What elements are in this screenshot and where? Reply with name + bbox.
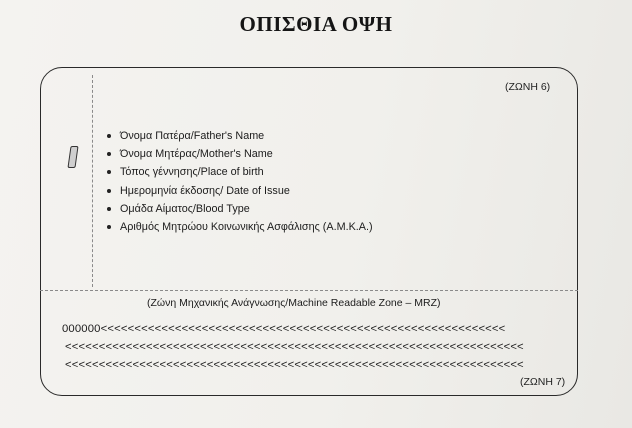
mrz-line-1: 000000<<<<<<<<<<<<<<<<<<<<<<<<<<<<<<<<<<<<<<<<<<<<<<<<<<<<<<<<<<<< <box>62 323 506 335</box>
mrz-title: (Ζώνη Μηχανικής Ανάγνωσης/Machine Readable Zone – MRZ) <box>147 297 441 309</box>
page-title: ΟΠΙΣΘΙΑ ΟΨΗ <box>239 12 393 36</box>
list-item <box>106 200 373 218</box>
horizontal-dashed-divider <box>40 290 578 291</box>
mrz-line-2: <<<<<<<<<<<<<<<<<<<<<<<<<<<<<<<<<<<<<<<<<<<<<<<<<<<<<<<<<<<<<<<<<<<< <box>65 341 524 353</box>
bullet-icon <box>107 152 111 156</box>
bullet-icon <box>107 170 111 174</box>
field-label-mothers-name: Όνομα Μητέρας/Mother's Name <box>120 148 273 161</box>
field-label-amka: Αριθμός Μητρώου Κοινωνικής Ασφάλισης (Α.Μ.Κ.Α.) <box>120 221 373 234</box>
list-item <box>106 127 373 145</box>
mrz-line-3: <<<<<<<<<<<<<<<<<<<<<<<<<<<<<<<<<<<<<<<<<<<<<<<<<<<<<<<<<<<<<<<<<<<< <box>65 359 524 371</box>
field-label-fathers-name: Όνομα Πατέρα/Father's Name <box>120 130 265 142</box>
bullet-icon <box>107 207 111 211</box>
field-label-place-of-birth: Τόπος γέννησης/Place of birth <box>120 166 264 179</box>
field-label-blood-type: Ομάδα Αίματος/Blood Type <box>120 202 250 215</box>
zone-7-label: (ΖΩΝΗ 7) <box>520 376 566 388</box>
bullet-icon <box>107 134 111 138</box>
field-list <box>106 127 373 236</box>
list-item <box>106 182 373 200</box>
list-item <box>106 218 373 236</box>
field-label-date-of-issue: Ημερομηνία έκδοσης/ Date of Issue <box>120 184 290 197</box>
vertical-dashed-divider <box>92 75 93 287</box>
bullet-icon <box>107 225 111 229</box>
list-item <box>106 145 373 163</box>
bullet-icon <box>107 189 111 193</box>
list-item <box>106 163 373 181</box>
zone-6-label: (ΖΩΝΗ 6) <box>505 81 551 93</box>
